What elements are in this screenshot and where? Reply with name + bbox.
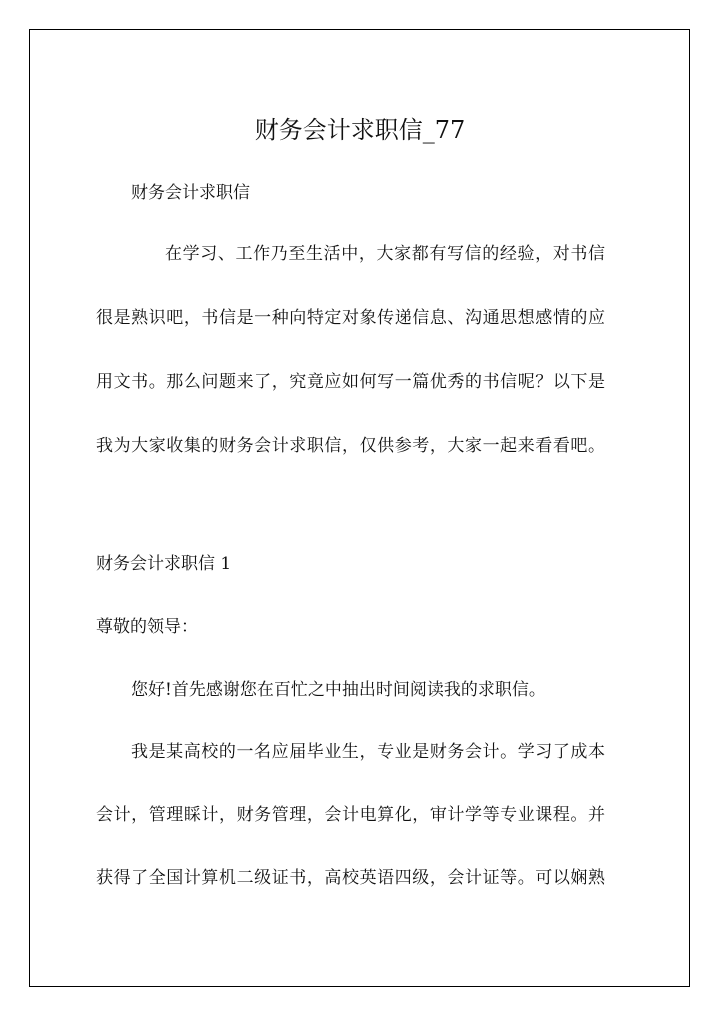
- document-subtitle: 财务会计求职信: [131, 183, 250, 203]
- intro-line-1: 在学习、工作乃至生活中，大家都有写信的经验，对书信: [165, 244, 605, 264]
- page-border: [29, 29, 690, 987]
- intro-line-2: 很是熟识吧，书信是一种向特定对象传递信息、沟通思想感情的应: [96, 308, 605, 328]
- body-line-3: 获得了全国计算机二级证书，高校英语四级，会计证等。可以娴熟: [96, 868, 605, 888]
- body-line-1: 我是某高校的一名应届毕业生，专业是财务会计。学习了成本: [131, 742, 605, 762]
- letter-heading: 财务会计求职信 1: [96, 554, 232, 574]
- intro-line-3: 用文书。那么问题来了，究竟应如何写一篇优秀的书信呢？以下是: [96, 372, 605, 392]
- intro-line-4: 我为大家收集的财务会计求职信，仅供参考，大家一起来看看吧。: [96, 436, 605, 456]
- salutation: 尊敬的领导：: [96, 617, 198, 637]
- body-line-2: 会计，管理睬计，财务管理，会计电算化，审计学等专业课程。并: [96, 805, 605, 825]
- greeting-line: 您好!首先感谢您在百忙之中抽出时间阅读我的求职信。: [131, 680, 546, 700]
- document-title: 财务会计求职信_77: [254, 116, 466, 144]
